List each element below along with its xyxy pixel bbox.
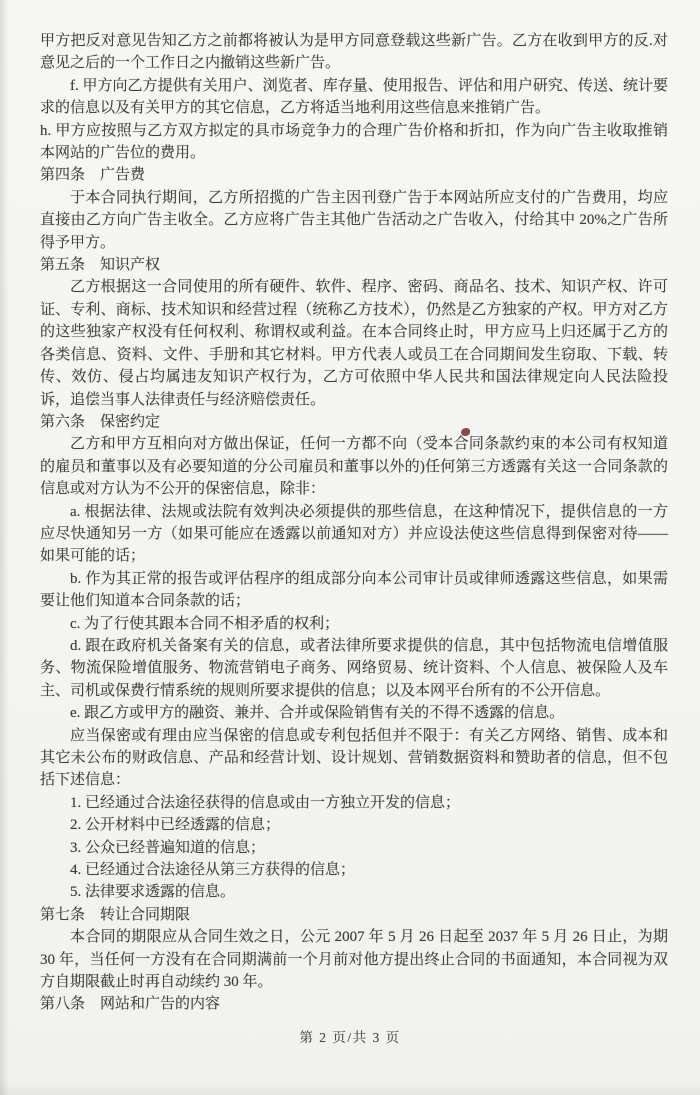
paragraph: 乙方和甲方互相向对方做出保证，任何一方都不向（受本合同条款约束的本公司有权知道的雇员和董事以及有必要知道的分公司雇员和董事以外的)任何第三方透露有关这一合同条款的信息或对方认为不公开的保密信息，除非： [40, 436, 668, 498]
section-heading: 第七条 转让合同期限 [40, 906, 191, 923]
scan-edge-shadow [0, 0, 9, 1095]
paragraph: h. 甲方应按照与乙方双方拟定的具市场竞争力的合理广告价格和折扣，作为向广告主收取推销本网站的广告位的费用。 [40, 122, 668, 162]
paragraph: b. 作为其正常的报告或评估程序的组成部分向本公司审计员或律师透露这些信息，如果需要让他们知道本合同条款的话； [40, 570, 668, 610]
paragraph: d. 跟在政府机关备案有关的信息，或者法律所要求提供的信息，其中包括物流电信增值服务、物流保险增值服务、物流营销电子商务、网络贸易、统计资料、个人信息、被保险人及车主、司机或保费行情系统的规则所要求提供的信息；以及本网平台所有的不公开信息。 [40, 637, 668, 699]
paragraph: 本合同的期限应从合同生效之日，公元 2007 年 5 月 26 日起至 2037 年 5 月 26 日止，为期 30 年，当任何一方没有在合同期满前一个月前对他方提出终止合同的书面通知，本合同视为双方自期限截止时再自动续约 30 年。 [40, 929, 668, 991]
paragraph: e. 跟乙方或甲方的融资、兼并、合并或保险销售有关的不得不透露的信息。 [70, 705, 565, 722]
section-heading: 第四条 广告费 [40, 167, 146, 184]
paragraph: 5. 法律要求透露的信息。 [70, 884, 236, 901]
paragraph: a. 根据法律、法规或法院有效判决必须提供的那些信息，在这种情况下，提供信息的一方应尽快通知另一方（如果可能应在透露以前通知对方）并应设法使这些信息得到保密对待——如果可能的话； [40, 503, 668, 565]
paragraph: 4. 已经通过合法途径从第三方获得的信息； [70, 862, 356, 879]
paragraph: 1. 已经通过合法途径获得的信息或由一方独立开发的信息； [70, 794, 461, 811]
paragraph: 2. 公开材料中已经透露的信息； [70, 817, 281, 834]
section-heading: 第八条 网站和广告的内容 [40, 996, 221, 1013]
paragraph: f. 甲方向乙方提供有关用户、浏览者、库存量、使用报告、评估和用户研究、传送、统计要求的信息以及有关甲方的其它信息，乙方将适当地利用这些信息来推销广告。 [40, 77, 668, 117]
paragraph: 于本合同执行期间，乙方所招揽的广告主因刊登广告于本网站所应支付的广告费用，均应直接由乙方向广告主收全。乙方应将广告主其他广告活动之广告收入，付给其中 20%之广告所得予甲方。 [40, 189, 668, 251]
paragraph: 甲方把反对意见告知乙方之前都将被认为是甲方同意登载这些新广告。乙方在收到甲方的反.对意见之后的一个工作日之内撤销这些新广告。 [40, 33, 668, 72]
section-heading: 第六条 保密约定 [40, 413, 161, 430]
page-number: 第 2 页/共 3 页 [299, 1030, 401, 1045]
paragraph: 应当保密或有理由应当保密的信息或专利包括但并不限于：有关乙方网络、销售、成本和其它未公布的财政信息、产品和经营计划、设计规划、营销数据资料和赞助者的信息，但不包括下述信息： [40, 727, 668, 789]
paragraph: c. 为了行使其跟本合同不相矛盾的权利； [70, 615, 340, 632]
paragraph: 3. 公众已经普遍知道的信息； [70, 839, 266, 856]
contract-body [40, 30, 668, 1016]
scan-edge-shadow-bottom [0, 1081, 700, 1095]
section-heading: 第五条 知识产权 [40, 257, 161, 274]
paragraph: 乙方根据这一合同使用的所有硬件、软件、程序、密码、商品名、技术、知识产权、许可证、专利、商标、技术知识和经营过程（统称乙方技术），仍然是乙方独家的产权。甲方对乙方的这些独家产权没有任何权利、称谓权或利益。在本合同终止时，甲方应马上归还属于乙方的各类信息、资料、文件、手册和其它材料。甲方代表人或员工在合同期间发生窃取、下载、转传、效仿、侵占均属违友知识产权行为，乙方可依照中华人民共和国法律规定向人民法险投诉，追偿当事人法律责任与经济赔偿责任。 [40, 279, 668, 408]
